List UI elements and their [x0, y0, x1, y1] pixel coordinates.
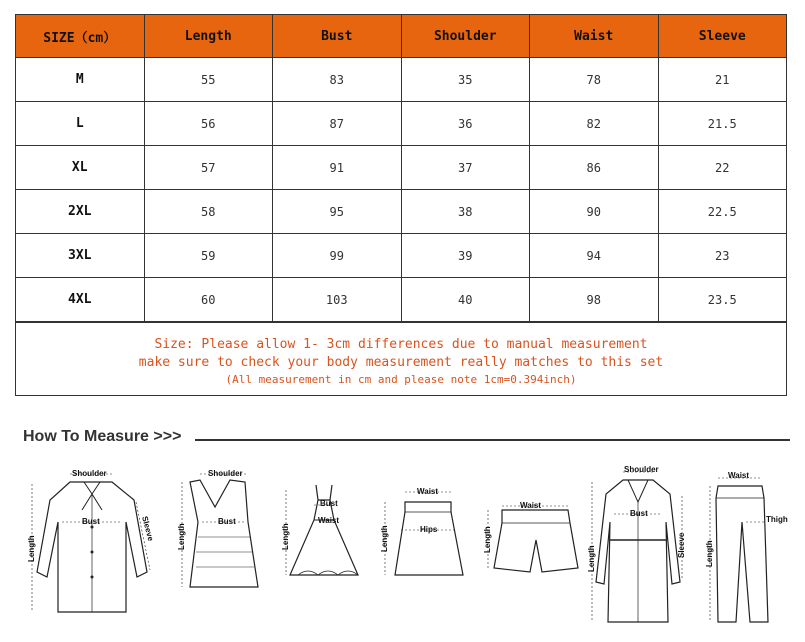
- shoulder-cell: 37: [401, 146, 530, 190]
- label-shoulder: Shoulder: [624, 465, 659, 474]
- tank-top-illustration: [170, 462, 270, 626]
- label-waist: Waist: [728, 471, 750, 480]
- coat-illustration: [588, 462, 688, 636]
- label-length: Length: [705, 540, 714, 567]
- label-length: Length: [380, 525, 389, 552]
- shoulder-cell: 40: [401, 278, 530, 322]
- waist-cell: 98: [530, 278, 659, 322]
- sleeve-cell: 22.5: [658, 190, 787, 234]
- length-cell: 57: [144, 146, 273, 190]
- table-row: [16, 234, 787, 278]
- bust-cell: 99: [273, 234, 402, 278]
- waist-cell: 78: [530, 58, 659, 102]
- note-line-2: make sure to check your body measurement really matches to this set: [138, 355, 664, 370]
- waist-cell: 94: [530, 234, 659, 278]
- label-length: Length: [587, 545, 596, 572]
- label-bust: Bust: [630, 509, 648, 518]
- label-waist: Waist: [520, 501, 542, 510]
- label-sleeve: Sleeve: [140, 515, 156, 543]
- header-shoulder: Shoulder: [401, 15, 530, 58]
- label-length: Length: [281, 523, 290, 550]
- sleeve-cell: 23: [658, 234, 787, 278]
- header-bust: Bust: [273, 15, 402, 58]
- label-waist: Waist: [417, 487, 439, 496]
- label-sleeve: Sleeve: [677, 532, 686, 558]
- size-cell: L: [16, 102, 145, 146]
- bust-cell: 95: [273, 190, 402, 234]
- header-size: SIZE（cm）: [16, 15, 145, 58]
- header-length: Length: [144, 15, 273, 58]
- label-shoulder: Shoulder: [208, 469, 243, 478]
- label-length: Length: [177, 523, 186, 550]
- size-cell: M: [16, 58, 145, 102]
- length-cell: 58: [144, 190, 273, 234]
- sleeve-cell: 21.5: [658, 102, 787, 146]
- bust-cell: 103: [273, 278, 402, 322]
- shoulder-cell: 35: [401, 58, 530, 102]
- title-divider: [195, 439, 790, 441]
- label-hips: Hips: [420, 525, 438, 534]
- waist-cell: 86: [530, 146, 659, 190]
- label-thigh: Thigh: [766, 515, 788, 524]
- label-length: Length: [27, 535, 36, 562]
- table-row: [16, 146, 787, 190]
- how-to-measure-title: How To Measure >>>: [23, 428, 182, 445]
- size-cell: XL: [16, 146, 145, 190]
- size-cell: 3XL: [16, 234, 145, 278]
- length-cell: 56: [144, 102, 273, 146]
- size-cell: 2XL: [16, 190, 145, 234]
- table-row: [16, 190, 787, 234]
- table-row: [16, 58, 787, 102]
- label-bust: Bust: [218, 517, 236, 526]
- measurement-note-box: [15, 322, 787, 396]
- skirt-illustration: [375, 480, 475, 594]
- sleeve-cell: 23.5: [658, 278, 787, 322]
- length-cell: 59: [144, 234, 273, 278]
- sleeve-cell: 21: [658, 58, 787, 102]
- waist-cell: 90: [530, 190, 659, 234]
- length-cell: 55: [144, 58, 273, 102]
- sleeve-cell: 22: [658, 146, 787, 190]
- blouse-illustration: [22, 462, 162, 636]
- label-bust: Bust: [320, 499, 338, 508]
- shoulder-cell: 39: [401, 234, 530, 278]
- bust-cell: 83: [273, 58, 402, 102]
- bust-cell: 87: [273, 102, 402, 146]
- header-waist: Waist: [530, 15, 659, 58]
- note-line-1: Size: Please allow 1- 3cm differences due to manual measurement: [154, 337, 648, 352]
- size-chart-table: [15, 14, 787, 322]
- note-line-3: (All measurement in cm and please note 1cm=0.394inch): [225, 373, 577, 386]
- label-length: Length: [483, 526, 492, 553]
- trousers-illustration: [700, 462, 795, 641]
- shoulder-cell: 38: [401, 190, 530, 234]
- label-shoulder: Shoulder: [72, 469, 107, 478]
- dress-illustration: [278, 475, 368, 619]
- label-waist: Waist: [318, 516, 340, 525]
- label-bust: Bust: [82, 517, 100, 526]
- bust-cell: 91: [273, 146, 402, 190]
- table-header-row: [16, 15, 787, 58]
- size-cell: 4XL: [16, 278, 145, 322]
- waist-cell: 82: [530, 102, 659, 146]
- length-cell: 60: [144, 278, 273, 322]
- header-sleeve: Sleeve: [658, 15, 787, 58]
- table-row: [16, 278, 787, 322]
- shoulder-cell: 36: [401, 102, 530, 146]
- table-row: [16, 102, 787, 146]
- shorts-illustration: [480, 488, 590, 592]
